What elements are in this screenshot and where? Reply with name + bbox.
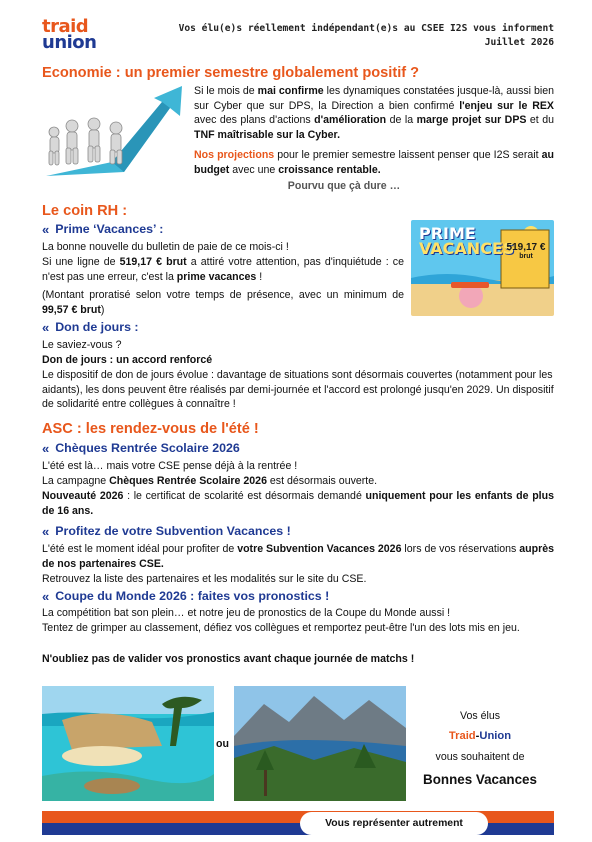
economie-closing: Pourvu que çà dure … xyxy=(287,180,401,192)
closing-bonnes-vacances: Bonnes Vacances xyxy=(423,771,537,787)
cheques-paragraph-3: Nouveauté 2026 : le certificat de scolarité est désormais demandé uniquement pour les enfants de plus de 16 ans. xyxy=(42,490,554,517)
cdm-paragraph-1: La compétition bat son plein… et notre jeu de pronostics de la Coupe du Monde aussi ! xyxy=(42,607,451,619)
header-info xyxy=(179,22,554,51)
header-date: Juillet 2026 xyxy=(484,37,554,49)
double-chevron-icon: « xyxy=(42,320,47,335)
subvention-paragraph-2: Retrouvez la liste des partenaires et les modalités sur le site du CSE. xyxy=(42,573,367,585)
economie-title: Economie : un premier semestre globalement positif ? xyxy=(42,65,420,81)
footer-slogan: Vous représenter autrement xyxy=(300,812,488,835)
header-line1: Vos élu(e)s réellement indépendant(e)s au CSEE I2S vous informent xyxy=(178,23,554,34)
rh-title: Le coin RH : xyxy=(42,203,128,219)
double-chevron-icon: « xyxy=(42,589,47,604)
economie-paragraph-1: Si le mois de mai confirme les dynamiques constatées jusque-là, aussi bien sur Cyber que sur DPS, la Direction a bien confirmé l'enjeu sur le REX avec des plans d'actions d'amélioration de la marge projet sur DPS et du TNF maîtrisable sur la Cyber. xyxy=(194,85,555,141)
dons-paragraph-3: Le dispositif de don de jours évolue : davantage de situations sont désormais couvertes (notamment pour les aidants), les dons peuvent être réalisés par demi-journée et l'accord est prolongé jusqu'en 2029. Un dispositif de solidarité entre collègues à connaître ! xyxy=(42,369,554,411)
cdm-paragraph-3: N'oubliez pas de valider vos pronostics avant chaque journée de matchs ! xyxy=(42,653,415,665)
ou-label: ou xyxy=(216,738,229,750)
closing-line1: Vos élus xyxy=(459,710,501,722)
prime-paragraph-2: Si une ligne de 519,17 € brut a attiré votre attention, pas d'inquiétude : ce n'est pas une erreur, c'est la prime vacances ! xyxy=(42,256,404,283)
closing-message xyxy=(406,706,554,792)
prime-image-line1: PRIME xyxy=(419,224,476,243)
footer-bar xyxy=(42,811,554,835)
beach-photo xyxy=(42,686,214,801)
subvention-heading: « Profitez de votre Subvention Vacances ! xyxy=(42,524,291,539)
prime-image-amount: 519,17 € xyxy=(506,242,546,253)
coupe-du-monde-heading: « Coupe du Monde 2026 : faites vos pronostics ! xyxy=(42,589,330,604)
prime-vacances-image xyxy=(411,220,554,316)
cheques-paragraph-2: La campagne Chèques Rentrée Scolaire 2026 est désormais ouverte. xyxy=(42,475,378,487)
prime-paragraph-3: (Montant proratisé selon votre temps de présence, avec un minimum de 99,57 € brut) xyxy=(42,289,404,316)
mountain-lake-photo xyxy=(234,686,406,801)
cdm-paragraph-2: Tentez de grimper au classement, défiez vos collègues et remportez peut-être l'un des lots mis en jeu. xyxy=(42,622,520,634)
teamwork-arrow-illustration xyxy=(42,84,190,184)
double-chevron-icon: « xyxy=(42,441,47,456)
prime-image-line2: VACANCES xyxy=(419,239,515,259)
double-chevron-icon: « xyxy=(42,524,47,539)
dons-paragraph-2: Don de jours : un accord renforcé xyxy=(42,354,213,366)
dons-paragraph-1: Le saviez-vous ? xyxy=(42,339,122,351)
prime-image-amount-sub: brut xyxy=(519,253,533,260)
prime-paragraph-1: La bonne nouvelle du bulletin de paie de ce mois-ci ! xyxy=(42,241,289,253)
cheques-paragraph-1: L'été est là… mais votre CSE pense déjà à la rentrée ! xyxy=(42,460,298,472)
closing-line3: vous souhaitent de xyxy=(435,751,525,764)
prime-vacances-heading: « Prime ‘Vacances’ : xyxy=(42,222,164,237)
subvention-paragraph-1: L'été est le moment idéal pour profiter de votre Subvention Vacances 2026 lors de vos réservations auprès de nos partenaires CSE. xyxy=(42,543,554,570)
closing-brand: Traid-Union xyxy=(448,730,512,743)
economie-paragraph-2: Nos projections pour le premier semestre laissent penser que I2S serait au budget avec une croissance rentable. xyxy=(194,149,554,176)
header xyxy=(42,17,554,53)
traid-union-logo: traid union xyxy=(42,16,97,53)
asc-title: ASC : les rendez-vous de l'été ! xyxy=(42,421,259,437)
don-de-jours-heading: « Don de jours : xyxy=(42,320,139,335)
double-chevron-icon: « xyxy=(42,222,47,237)
cheques-heading: « Chèques Rentrée Scolaire 2026 xyxy=(42,441,240,456)
